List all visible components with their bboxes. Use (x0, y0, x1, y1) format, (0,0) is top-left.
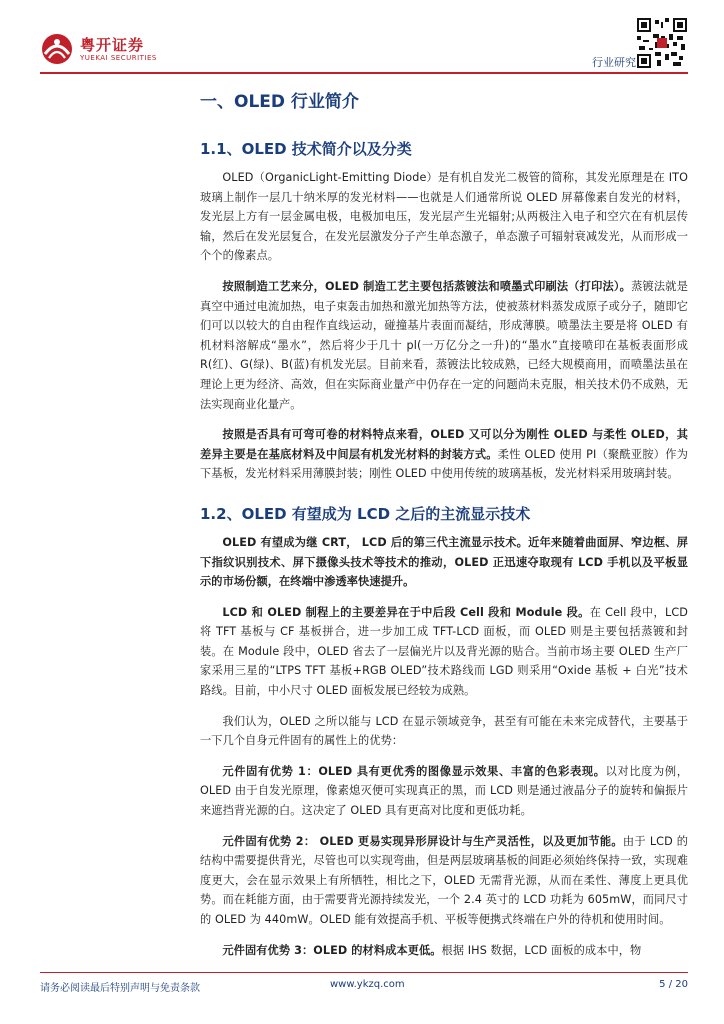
paragraph-lead: OLED 有望成为继 CRT， LCD 后的第三代主流显示技术。近年来随着曲面屏、窄边框、屏下指纹识别技术、屏下摄像头技术等技术的推动，OLED 正迅速夺取现有 LCD 手机以及平板显示的市场份额，在终端中渗透率快速提升。 (200, 535, 688, 589)
section-title: 一、OLED 行业简介 (200, 92, 359, 112)
report-type-label: 行业研究 (592, 56, 636, 69)
qr-code-icon (637, 18, 687, 68)
paragraph: OLED（OrganicLight-Emitting Diode）是有机自发光二极管的简称，其发光原理是在 ITO 玻璃上制作一层几十纳米厚的发光材料——也就是人们通常所说 OLED 屏幕像素自发光的材料，发光层上方有一层金属电极，电极加电压，发光层产生光辐射;从两极注入电子和空穴在有机层传输，然后在发光层复合，在发光层激发分子产生单态激子，单态激子可辐射衰减发光，从而形成一个个的像素点。 (200, 171, 688, 263)
company-logo (40, 32, 157, 66)
page-header (0, 0, 724, 82)
paragraph: 元件固有优势 3：OLED 的材料成本更低。根据 IHS 数据，LCD 面板的成本中，物 (222, 943, 642, 957)
logo-chinese-name: 粤开证券 (80, 35, 145, 54)
paragraph: 我们认为，OLED 之所以能与 LCD 在显示领域竞争，甚至有可能在未来完成替代，主要基于一下几个自身元件固有的属性上的优势： (200, 714, 688, 748)
footer-website: www.ykzq.com (330, 979, 405, 990)
paragraph: 元件固有优势 1：OLED 具有更优秀的图像显示效果、丰富的色彩表现。以对比度为例， OLED 由于自发光原理，像素熄灭便可实现真正的黑，而 LCD 则是通过液晶分子的旋转和偏振片来遮挡背光源的白。这决定了 OLED 具有更高对比度和更低功耗。 (200, 764, 688, 818)
page-number: 5 / 20 (659, 979, 688, 990)
paragraph-lead: 元件固有优势 3：OLED 的材料成本更低。 (222, 943, 442, 957)
yuekai-logo-icon (40, 32, 74, 66)
logo-english-name: YUEKAI SECURITIES (80, 53, 157, 62)
header-divider (40, 72, 688, 74)
subsection-title-1-1: 1.1、OLED 技术简介以及分类 (200, 140, 412, 158)
paragraph: 按照是否具有可弯可卷的材料特点来看，OLED 又可以分为刚性 OLED 与柔性 OLED，其差异主要是在基底材料及中间层有机发光材料的封装方式。柔性 OLED 使用 PI（聚酰亚胺）作为下基板，发光材料采用薄膜封装；刚性 OLED 中使用传统的玻璃基板，发光材料采用玻璃封装。 (200, 428, 688, 481)
paragraph-lead: 按照是否具有可弯可卷的材料特点来看，OLED 又可以分为刚性 OLED 与柔性 OLED，其差异主要是在基底材料及中间层有机发光材料的封装方式。 (200, 428, 688, 461)
paragraph: LCD 和 OLED 制程上的主要差异在于中后段 Cell 段和 Module 段。在 Cell 段中，LCD 将 TFT 基板与 CF 基板拼合，进一步加工成 TFT-LCD 面板，而 OLED 则是主要包括蒸镀和封装。在 Module 段中，OLED 省去了一层偏光片以及背光源的贴合。当前市场主要 OLED 生产厂家采用三星的“LTPS TFT 基板+RGB OLED”技术路线而 LGD 则采用“Oxide 基板 + 白光”技术路线。目前，中小尺寸 OLED 面板发展已经较为成熟。 (200, 605, 688, 698)
subsection-title-1-2: 1.2、OLED 有望成为 LCD 之后的主流显示技术 (200, 504, 531, 523)
paragraph-lead: 元件固有优势 2： OLED 更易实现异形屏设计与生产灵活性，以及更加节能。 (222, 834, 623, 848)
paragraph (200, 533, 688, 592)
footer-divider (40, 972, 688, 973)
paragraph: 按照制造工艺来分，OLED 制造工艺主要包括蒸镀法和喷墨式印刷法（打印法）。蒸镀法就是真空中通过电流加热，电子束轰击加热和激光加热等方法，使被蒸材料蒸发成原子或分子，随即它们可以以较大的自由程作直线运动，碰撞基片表面而凝结，形成薄膜。喷墨法主要是将 OLED 有机材料溶解成“墨水”，然后将少于几十 pl(一万亿分之一升)的“墨水”直接喷印在基板表面形成 R(红)、G(绿)、B(蓝)有机发光层。目前来看，蒸镀法比较成熟，已经大规模商用，而喷墨法虽在理论上更为经济、高效，但在实际商业量产中仍存在一定的问题尚未克服，相关技术仍不成熟，无法实现商业化量产。 (200, 279, 688, 411)
paragraph-lead: 按照制造工艺来分，OLED 制造工艺主要包括蒸镀法和喷墨式印刷法（打印法）。 (222, 279, 632, 293)
footer-disclaimer: 请务必阅读最后特别声明与免责条款 (40, 983, 200, 994)
paragraph-lead: 元件固有优势 1：OLED 具有更优秀的图像显示效果、丰富的色彩表现。 (222, 764, 606, 778)
paragraph: 元件固有优势 2： OLED 更易实现异形屏设计与生产灵活性，以及更加节能。由于 LCD 的结构中需要提供背光，尽管也可以实现弯曲，但是两层玻璃基板的间距必须始终保持一致，实现难度更大，会在显示效果上有所牺牲，相比之下，OLED 无需背光源，从而在柔性、薄度上更具优势。而在耗能方面，由于需要背光源持续发光，一个 2.4 英寸的 LCD 功耗为 605mW，而同尺寸的 OLED 为 440mW。OLED 能有效提高手机、平板等便携式终端在户外的待机和使用时间。 (200, 834, 688, 926)
paragraph-lead: LCD 和 OLED 制程上的主要差异在于中后段 Cell 段和 Module 段。 (222, 605, 590, 619)
main-content (200, 88, 688, 971)
